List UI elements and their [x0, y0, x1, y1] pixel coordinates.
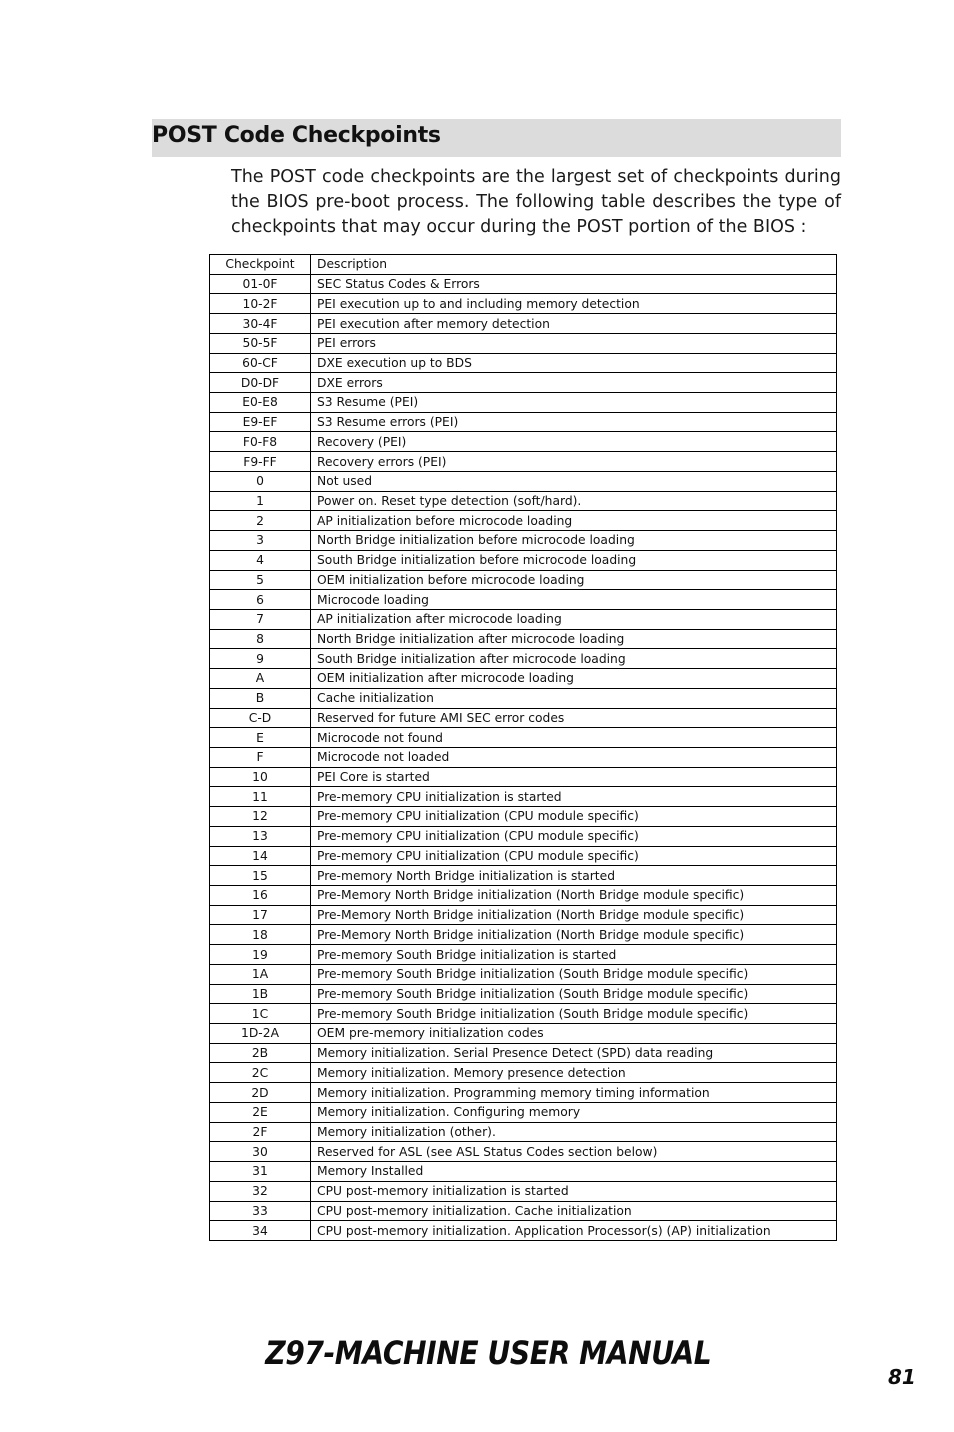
checkpoint-cell: 5 — [210, 570, 311, 590]
description-cell: DXE execution up to BDS — [311, 353, 837, 373]
checkpoint-cell: 19 — [210, 945, 311, 965]
checkpoint-cell: 31 — [210, 1162, 311, 1182]
table-row — [210, 1201, 837, 1221]
checkpoint-cell: 2F — [210, 1122, 311, 1142]
table-row — [210, 1162, 837, 1182]
description-cell: South Bridge initialization before microcode loading — [311, 550, 837, 570]
table-row — [210, 1122, 837, 1142]
description-cell: Power on. Reset type detection (soft/hard). — [311, 491, 837, 511]
table-row — [210, 570, 837, 590]
table-row — [210, 294, 837, 314]
description-cell: AP initialization before microcode loading — [311, 511, 837, 531]
table-row — [210, 708, 837, 728]
description-cell: Memory initialization. Programming memory timing information — [311, 1083, 837, 1103]
description-cell: Microcode loading — [311, 590, 837, 610]
table-row — [210, 747, 837, 767]
table-row — [210, 314, 837, 334]
table-row — [210, 984, 837, 1004]
checkpoint-cell: 9 — [210, 649, 311, 669]
checkpoint-column-header: Checkpoint — [210, 255, 311, 275]
intro-paragraph: The POST code checkpoints are the largest set of checkpoints during the BIOS pre-boot process. The following table describes the type of checkpoints that may occur during the POST portion of the BIOS : — [231, 167, 841, 237]
table-row — [210, 945, 837, 965]
checkpoint-cell: 8 — [210, 629, 311, 649]
description-cell: Pre-memory CPU initialization (CPU module specific) — [311, 826, 837, 846]
checkpoint-cell: 1A — [210, 964, 311, 984]
table-row — [210, 531, 837, 551]
description-cell: SEC Status Codes & Errors — [311, 274, 837, 294]
description-cell: CPU post-memory initialization is started — [311, 1181, 837, 1201]
manual-title: Z97-MACHINE USER MANUAL — [265, 1334, 712, 1372]
checkpoint-cell: 34 — [210, 1221, 311, 1241]
table-row — [210, 629, 837, 649]
description-cell: Pre-memory South Bridge initialization (South Bridge module specific) — [311, 1004, 837, 1024]
checkpoint-cell: 0 — [210, 471, 311, 491]
table-row — [210, 1221, 837, 1241]
checkpoint-cell: 3 — [210, 531, 311, 551]
description-cell: Memory initialization. Serial Presence Detect (SPD) data reading — [311, 1043, 837, 1063]
checkpoint-cell: D0-DF — [210, 373, 311, 393]
checkpoint-cell: 15 — [210, 866, 311, 886]
table-row — [210, 787, 837, 807]
section-title: POST Code Checkpoints — [152, 123, 441, 148]
table-row — [210, 925, 837, 945]
description-cell: Pre-memory South Bridge initialization (South Bridge module specific) — [311, 964, 837, 984]
table-row — [210, 886, 837, 906]
checkpoint-cell: 2B — [210, 1043, 311, 1063]
checkpoint-cell: E — [210, 728, 311, 748]
table-row — [210, 669, 837, 689]
description-cell: North Bridge initialization before microcode loading — [311, 531, 837, 551]
description-cell: Microcode not found — [311, 728, 837, 748]
checkpoint-cell: 1D-2A — [210, 1024, 311, 1044]
checkpoint-cell: 33 — [210, 1201, 311, 1221]
description-cell: Pre-memory South Bridge initialization (South Bridge module specific) — [311, 984, 837, 1004]
table-row — [210, 826, 837, 846]
table-row — [210, 1063, 837, 1083]
checkpoint-cell: 01-0F — [210, 274, 311, 294]
checkpoint-cell: F9-FF — [210, 452, 311, 472]
description-cell: PEI Core is started — [311, 767, 837, 787]
table-row — [210, 964, 837, 984]
checkpoint-cell: 16 — [210, 886, 311, 906]
checkpoint-cell: 50-5F — [210, 333, 311, 353]
description-cell: CPU post-memory initialization. Cache initialization — [311, 1201, 837, 1221]
table-row — [210, 767, 837, 787]
checkpoint-cell: F0-F8 — [210, 432, 311, 452]
checkpoint-cell: 1B — [210, 984, 311, 1004]
section-header — [152, 119, 841, 157]
description-cell: Pre-Memory North Bridge initialization (North Bridge module specific) — [311, 886, 837, 906]
description-cell: Pre-Memory North Bridge initialization (North Bridge module specific) — [311, 925, 837, 945]
description-cell: Recovery (PEI) — [311, 432, 837, 452]
description-cell: CPU post-memory initialization. Application Processor(s) (AP) initialization — [311, 1221, 837, 1241]
description-cell: South Bridge initialization after microcode loading — [311, 649, 837, 669]
description-cell: PEI execution up to and including memory detection — [311, 294, 837, 314]
checkpoint-cell: E9-EF — [210, 412, 311, 432]
checkpoint-cell: 18 — [210, 925, 311, 945]
table-row — [210, 846, 837, 866]
description-cell: Microcode not loaded — [311, 747, 837, 767]
table-row — [210, 1083, 837, 1103]
checkpoint-cell: 1 — [210, 491, 311, 511]
description-cell: Reserved for future AMI SEC error codes — [311, 708, 837, 728]
description-cell: S3 Resume errors (PEI) — [311, 412, 837, 432]
checkpoint-cell: 10 — [210, 767, 311, 787]
checkpoint-cell: 1C — [210, 1004, 311, 1024]
checkpoint-cell: 2E — [210, 1102, 311, 1122]
checkpoint-cell: 2C — [210, 1063, 311, 1083]
table-row — [210, 1142, 837, 1162]
description-cell: North Bridge initialization after microcode loading — [311, 629, 837, 649]
description-cell: Pre-memory CPU initialization (CPU module specific) — [311, 807, 837, 827]
description-cell: Pre-memory CPU initialization (CPU module specific) — [311, 846, 837, 866]
checkpoint-cell: 13 — [210, 826, 311, 846]
description-cell: PEI errors — [311, 333, 837, 353]
description-column-header: Description — [311, 255, 837, 275]
post-code-table — [209, 254, 837, 1241]
table-row — [210, 649, 837, 669]
description-cell: AP initialization after microcode loading — [311, 609, 837, 629]
description-cell: Memory Installed — [311, 1162, 837, 1182]
checkpoint-cell: A — [210, 669, 311, 689]
description-cell: Pre-memory South Bridge initialization is started — [311, 945, 837, 965]
table-row — [210, 1024, 837, 1044]
checkpoint-cell: 30 — [210, 1142, 311, 1162]
table-row — [210, 432, 837, 452]
table-row — [210, 452, 837, 472]
description-cell: Cache initialization — [311, 688, 837, 708]
description-cell: OEM initialization before microcode loading — [311, 570, 837, 590]
description-cell: Reserved for ASL (see ASL Status Codes section below) — [311, 1142, 837, 1162]
description-cell: S3 Resume (PEI) — [311, 393, 837, 413]
checkpoint-cell: 11 — [210, 787, 311, 807]
checkpoint-cell: 4 — [210, 550, 311, 570]
checkpoint-cell: 6 — [210, 590, 311, 610]
checkpoint-cell: 60-CF — [210, 353, 311, 373]
checkpoint-cell: 7 — [210, 609, 311, 629]
table-row — [210, 550, 837, 570]
table-row — [210, 728, 837, 748]
table-row — [210, 1181, 837, 1201]
checkpoint-cell: 10-2F — [210, 294, 311, 314]
checkpoint-cell: B — [210, 688, 311, 708]
table-row — [210, 471, 837, 491]
checkpoint-cell: 14 — [210, 846, 311, 866]
description-cell: Pre-memory North Bridge initialization is started — [311, 866, 837, 886]
description-cell: OEM pre-memory initialization codes — [311, 1024, 837, 1044]
table-row — [210, 905, 837, 925]
checkpoint-cell: 2D — [210, 1083, 311, 1103]
table-row — [210, 1043, 837, 1063]
checkpoint-cell: E0-E8 — [210, 393, 311, 413]
table-row — [210, 590, 837, 610]
table-row — [210, 412, 837, 432]
description-cell: Not used — [311, 471, 837, 491]
checkpoint-cell: 30-4F — [210, 314, 311, 334]
description-cell: PEI execution after memory detection — [311, 314, 837, 334]
checkpoint-cell: 2 — [210, 511, 311, 531]
description-cell: OEM initialization after microcode loading — [311, 669, 837, 689]
table-row — [210, 1004, 837, 1024]
table-row — [210, 688, 837, 708]
page-number: 81 — [888, 1365, 916, 1389]
description-cell: DXE errors — [311, 373, 837, 393]
description-cell: Recovery errors (PEI) — [311, 452, 837, 472]
table-row — [210, 274, 837, 294]
description-cell: Pre-Memory North Bridge initialization (North Bridge module specific) — [311, 905, 837, 925]
table-row — [210, 491, 837, 511]
table-row — [210, 807, 837, 827]
table-row — [210, 1102, 837, 1122]
table-row — [210, 609, 837, 629]
checkpoint-cell: 12 — [210, 807, 311, 827]
description-cell: Pre-memory CPU initialization is started — [311, 787, 837, 807]
description-cell: Memory initialization (other). — [311, 1122, 837, 1142]
table-row — [210, 373, 837, 393]
table-row — [210, 511, 837, 531]
checkpoint-cell: 17 — [210, 905, 311, 925]
table-body — [210, 274, 837, 1240]
description-cell: Memory initialization. Configuring memory — [311, 1102, 837, 1122]
table-row — [210, 353, 837, 373]
table-row — [210, 866, 837, 886]
table-row — [210, 393, 837, 413]
table-row — [210, 333, 837, 353]
checkpoint-cell: F — [210, 747, 311, 767]
checkpoint-cell: C-D — [210, 708, 311, 728]
table-header-row — [210, 255, 837, 275]
checkpoint-cell: 32 — [210, 1181, 311, 1201]
description-cell: Memory initialization. Memory presence detection — [311, 1063, 837, 1083]
